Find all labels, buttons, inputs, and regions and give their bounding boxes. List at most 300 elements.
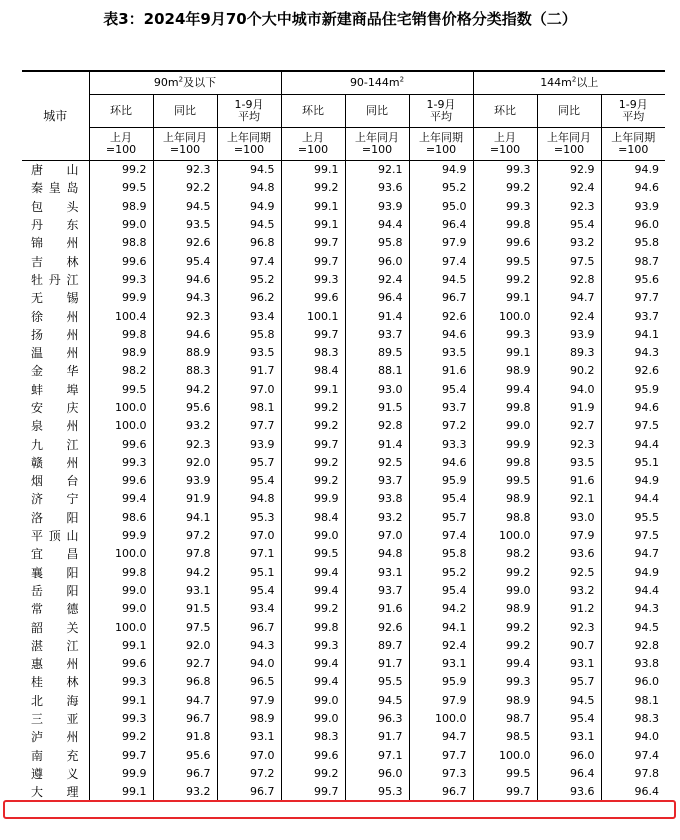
value-cell: 99.8 <box>89 564 153 582</box>
value-cell: 93.7 <box>345 326 409 344</box>
value-cell: 99.8 <box>89 326 153 344</box>
value-cell: 97.8 <box>153 545 217 563</box>
value-cell: 97.8 <box>601 765 665 783</box>
value-cell: 97.5 <box>537 252 601 270</box>
table-row <box>22 417 665 435</box>
table-row <box>22 198 665 216</box>
value-cell: 94.2 <box>153 381 217 399</box>
value-cell: 94.7 <box>537 289 601 307</box>
value-cell: 99.0 <box>473 582 537 600</box>
table-row <box>22 179 665 197</box>
value-cell: 99.6 <box>89 435 153 453</box>
value-cell: 91.5 <box>345 399 409 417</box>
value-cell: 94.5 <box>217 161 281 180</box>
value-cell: 94.5 <box>409 271 473 289</box>
value-cell: 95.4 <box>537 216 601 234</box>
value-cell: 96.8 <box>153 673 217 691</box>
value-cell: 98.9 <box>473 490 537 508</box>
value-cell: 96.0 <box>601 673 665 691</box>
value-cell: 97.0 <box>345 527 409 545</box>
city-cell: 徐州 <box>31 309 79 324</box>
value-cell: 100.1 <box>281 307 345 325</box>
value-cell: 92.8 <box>537 271 601 289</box>
value-cell: 92.4 <box>537 307 601 325</box>
value-cell: 99.8 <box>473 216 537 234</box>
value-cell: 93.1 <box>537 655 601 673</box>
city-cell: 遵义 <box>31 766 79 781</box>
value-cell: 95.2 <box>409 179 473 197</box>
value-cell: 93.5 <box>409 344 473 362</box>
value-cell: 93.1 <box>345 564 409 582</box>
value-cell: 99.0 <box>89 600 153 618</box>
value-cell: 99.9 <box>89 289 153 307</box>
value-cell: 98.9 <box>473 600 537 618</box>
value-cell: 96.4 <box>409 216 473 234</box>
base-cell: 上年同期 =100 <box>601 128 665 161</box>
value-cell: 92.0 <box>153 454 217 472</box>
value-cell: 95.5 <box>601 509 665 527</box>
value-cell: 94.3 <box>153 289 217 307</box>
value-cell: 91.4 <box>345 435 409 453</box>
value-cell: 99.4 <box>89 490 153 508</box>
value-cell: 93.9 <box>153 472 217 490</box>
value-cell: 88.3 <box>153 362 217 380</box>
value-cell: 99.2 <box>281 600 345 618</box>
city-cell: 金华 <box>31 364 79 379</box>
value-cell: 99.3 <box>89 454 153 472</box>
value-cell: 97.0 <box>217 527 281 545</box>
value-cell: 96.4 <box>345 289 409 307</box>
value-cell: 99.3 <box>89 673 153 691</box>
value-cell: 98.3 <box>281 728 345 746</box>
value-cell: 94.7 <box>153 692 217 710</box>
value-cell: 94.5 <box>345 692 409 710</box>
value-cell: 94.8 <box>217 490 281 508</box>
value-cell: 98.7 <box>473 710 537 728</box>
city-cell: 岳阳 <box>31 583 79 598</box>
value-cell: 88.9 <box>153 344 217 362</box>
value-cell: 99.6 <box>89 655 153 673</box>
table-row <box>22 289 665 307</box>
table-row <box>22 728 665 746</box>
value-cell: 96.7 <box>217 783 281 802</box>
value-cell: 97.4 <box>217 252 281 270</box>
value-cell: 94.4 <box>345 216 409 234</box>
city-cell: 泉州 <box>31 419 79 434</box>
city-cell: 包头 <box>31 199 79 214</box>
value-cell: 99.2 <box>281 472 345 490</box>
value-cell: 94.0 <box>601 728 665 746</box>
value-cell: 91.7 <box>345 728 409 746</box>
value-cell: 92.3 <box>153 161 217 180</box>
city-cell: 平顶山 <box>31 529 79 544</box>
value-cell: 94.6 <box>409 326 473 344</box>
value-cell: 99.5 <box>473 252 537 270</box>
value-cell: 96.0 <box>345 252 409 270</box>
value-cell: 97.9 <box>537 527 601 545</box>
value-cell: 99.0 <box>281 692 345 710</box>
value-cell: 97.4 <box>601 747 665 765</box>
city-cell: 吉林 <box>31 254 79 269</box>
value-cell: 95.3 <box>345 783 409 802</box>
value-cell: 94.1 <box>409 618 473 636</box>
value-cell: 95.3 <box>217 509 281 527</box>
value-cell: 92.4 <box>409 637 473 655</box>
value-cell: 93.0 <box>345 381 409 399</box>
table-row <box>22 490 665 508</box>
value-cell: 93.2 <box>537 234 601 252</box>
value-cell: 91.4 <box>345 307 409 325</box>
value-cell: 93.0 <box>537 509 601 527</box>
base-cell: 上年同月 =100 <box>345 128 409 161</box>
value-cell: 94.7 <box>409 728 473 746</box>
value-cell: 96.7 <box>153 765 217 783</box>
base-cell: 上月 =100 <box>281 128 345 161</box>
base-row <box>22 128 665 161</box>
value-cell: 99.1 <box>281 161 345 180</box>
value-cell: 94.1 <box>601 326 665 344</box>
value-cell: 95.8 <box>601 234 665 252</box>
value-cell: 97.5 <box>601 527 665 545</box>
value-cell: 98.7 <box>601 252 665 270</box>
value-cell: 92.6 <box>345 618 409 636</box>
value-cell: 90.7 <box>537 637 601 655</box>
value-cell: 92.0 <box>153 637 217 655</box>
group-header: $144m^2$以上 <box>473 71 665 95</box>
city-cell: 无锡 <box>31 291 79 306</box>
value-cell: 92.2 <box>153 179 217 197</box>
value-cell: 94.6 <box>153 326 217 344</box>
value-cell: 99.4 <box>281 673 345 691</box>
value-cell: 99.5 <box>89 179 153 197</box>
value-cell: 89.5 <box>345 344 409 362</box>
city-cell: 韶关 <box>31 620 79 635</box>
value-cell: 95.4 <box>409 490 473 508</box>
value-cell: 92.4 <box>345 271 409 289</box>
value-cell: 92.3 <box>537 435 601 453</box>
value-cell: 95.8 <box>345 234 409 252</box>
value-cell: 99.7 <box>281 252 345 270</box>
value-cell: 94.5 <box>153 198 217 216</box>
value-cell: 99.1 <box>281 381 345 399</box>
city-cell: 洛阳 <box>31 510 79 525</box>
value-cell: 88.1 <box>345 362 409 380</box>
value-cell: 93.2 <box>153 783 217 802</box>
table-row <box>22 637 665 655</box>
value-cell: 100.0 <box>473 747 537 765</box>
value-cell: 93.9 <box>537 326 601 344</box>
value-cell: 90.2 <box>537 362 601 380</box>
value-cell: 95.6 <box>153 399 217 417</box>
value-cell: 97.9 <box>409 234 473 252</box>
table-row <box>22 399 665 417</box>
value-cell: 99.1 <box>281 216 345 234</box>
value-cell: 99.1 <box>89 637 153 655</box>
subheader-cell: 同比 <box>345 95 409 128</box>
value-cell: 99.2 <box>281 417 345 435</box>
value-cell: 93.1 <box>409 655 473 673</box>
table-row <box>22 545 665 563</box>
city-cell: 唐山 <box>31 163 79 178</box>
table-row <box>22 381 665 399</box>
value-cell: 93.8 <box>601 655 665 673</box>
value-cell: 95.4 <box>409 582 473 600</box>
table-row <box>22 326 665 344</box>
value-cell: 94.9 <box>409 161 473 180</box>
value-cell: 92.9 <box>537 161 601 180</box>
value-cell: 94.4 <box>601 490 665 508</box>
value-cell: 92.3 <box>537 198 601 216</box>
value-cell: 100.0 <box>89 545 153 563</box>
value-cell: 99.2 <box>281 179 345 197</box>
value-cell: 93.8 <box>345 490 409 508</box>
value-cell: 98.9 <box>217 710 281 728</box>
value-cell: 94.1 <box>153 509 217 527</box>
value-cell: 99.6 <box>281 289 345 307</box>
value-cell: 92.6 <box>409 307 473 325</box>
table-row <box>22 252 665 270</box>
value-cell: 97.4 <box>409 527 473 545</box>
value-cell: 92.1 <box>345 161 409 180</box>
subheader-row <box>22 95 665 128</box>
value-cell: 93.7 <box>409 399 473 417</box>
value-cell: 91.6 <box>409 362 473 380</box>
value-cell: 99.9 <box>89 765 153 783</box>
value-cell: 99.3 <box>89 710 153 728</box>
value-cell: 96.7 <box>409 289 473 307</box>
value-cell: 94.0 <box>217 655 281 673</box>
value-cell: 98.9 <box>89 198 153 216</box>
value-cell: 99.8 <box>281 618 345 636</box>
value-cell: 99.2 <box>89 161 153 180</box>
subheader-cell: 同比 <box>537 95 601 128</box>
value-cell: 99.7 <box>281 435 345 453</box>
value-cell: 93.6 <box>345 179 409 197</box>
table-row <box>22 344 665 362</box>
city-cell: 温州 <box>31 346 79 361</box>
value-cell: 95.2 <box>409 564 473 582</box>
value-cell: 93.5 <box>217 344 281 362</box>
value-cell: 99.0 <box>281 710 345 728</box>
base-cell: 上月 =100 <box>473 128 537 161</box>
value-cell: 100.0 <box>473 527 537 545</box>
value-cell: 96.0 <box>537 747 601 765</box>
value-cell: 99.2 <box>473 618 537 636</box>
base-cell: 上年同期 =100 <box>217 128 281 161</box>
city-column-header: 城市 <box>22 71 89 161</box>
value-cell: 99.0 <box>281 527 345 545</box>
value-cell: 92.7 <box>153 655 217 673</box>
table-row <box>22 454 665 472</box>
value-cell: 97.5 <box>153 618 217 636</box>
value-cell: 94.8 <box>217 179 281 197</box>
city-cell: 丹东 <box>31 218 79 233</box>
table-body <box>22 161 665 802</box>
value-cell: 95.7 <box>217 454 281 472</box>
value-cell: 98.9 <box>473 362 537 380</box>
value-cell: 92.6 <box>153 234 217 252</box>
value-cell: 99.5 <box>281 545 345 563</box>
value-cell: 98.9 <box>473 692 537 710</box>
value-cell: 94.5 <box>601 618 665 636</box>
value-cell: 95.9 <box>409 673 473 691</box>
city-cell: 三亚 <box>31 712 79 727</box>
value-cell: 99.8 <box>473 454 537 472</box>
value-cell: 97.7 <box>601 289 665 307</box>
value-cell: 95.4 <box>217 582 281 600</box>
value-cell: 97.2 <box>409 417 473 435</box>
value-cell: 97.1 <box>345 747 409 765</box>
value-cell: 94.4 <box>601 582 665 600</box>
value-cell: 99.6 <box>89 472 153 490</box>
value-cell: 95.1 <box>601 454 665 472</box>
city-cell: 泸州 <box>31 730 79 745</box>
value-cell: 93.7 <box>345 582 409 600</box>
value-cell: 94.9 <box>601 161 665 180</box>
value-cell: 99.4 <box>281 564 345 582</box>
value-cell: 99.2 <box>281 765 345 783</box>
value-cell: 91.7 <box>345 655 409 673</box>
value-cell: 93.1 <box>217 728 281 746</box>
value-cell: 95.4 <box>409 381 473 399</box>
value-cell: 95.2 <box>217 271 281 289</box>
value-cell: 98.8 <box>473 509 537 527</box>
value-cell: 99.7 <box>473 783 537 802</box>
value-cell: 93.9 <box>345 198 409 216</box>
value-cell: 95.6 <box>601 271 665 289</box>
value-cell: 96.0 <box>345 765 409 783</box>
value-cell: 91.2 <box>537 600 601 618</box>
table-row <box>22 692 665 710</box>
value-cell: 89.7 <box>345 637 409 655</box>
city-cell: 湛江 <box>31 638 79 653</box>
table-header <box>22 71 665 161</box>
value-cell: 92.3 <box>153 435 217 453</box>
value-cell: 99.4 <box>281 582 345 600</box>
value-cell: 99.4 <box>473 381 537 399</box>
value-cell: 97.2 <box>217 765 281 783</box>
value-cell: 99.1 <box>89 783 153 802</box>
value-cell: 95.9 <box>409 472 473 490</box>
value-cell: 95.7 <box>537 673 601 691</box>
value-cell: 91.9 <box>153 490 217 508</box>
value-cell: 93.6 <box>537 545 601 563</box>
value-cell: 94.9 <box>601 472 665 490</box>
value-cell: 94.9 <box>601 564 665 582</box>
subheader-cell: 环比 <box>473 95 537 128</box>
value-cell: 95.5 <box>345 673 409 691</box>
city-cell: 惠州 <box>31 657 79 672</box>
base-cell: 上月 =100 <box>89 128 153 161</box>
city-cell: 桂林 <box>31 675 79 690</box>
value-cell: 94.3 <box>217 637 281 655</box>
value-cell: 94.6 <box>601 399 665 417</box>
value-cell: 94.3 <box>601 600 665 618</box>
value-cell: 97.1 <box>217 545 281 563</box>
value-cell: 96.7 <box>409 783 473 802</box>
value-cell: 99.1 <box>473 344 537 362</box>
value-cell: 96.4 <box>601 783 665 802</box>
table-row <box>22 435 665 453</box>
table-row <box>22 655 665 673</box>
value-cell: 93.5 <box>153 216 217 234</box>
value-cell: 94.6 <box>409 454 473 472</box>
value-cell: 92.5 <box>537 564 601 582</box>
value-cell: 94.5 <box>537 692 601 710</box>
value-cell: 98.4 <box>281 362 345 380</box>
value-cell: 92.8 <box>345 417 409 435</box>
value-cell: 95.4 <box>217 472 281 490</box>
value-cell: 94.8 <box>345 545 409 563</box>
value-cell: 99.3 <box>281 271 345 289</box>
value-cell: 99.1 <box>281 198 345 216</box>
value-cell: 99.5 <box>89 381 153 399</box>
value-cell: 93.2 <box>345 509 409 527</box>
city-cell: 秦皇岛 <box>31 181 79 196</box>
value-cell: 99.2 <box>473 179 537 197</box>
table-row <box>22 582 665 600</box>
value-cell: 96.8 <box>217 234 281 252</box>
subheader-cell: 同比 <box>153 95 217 128</box>
city-cell: 锦州 <box>31 236 79 251</box>
value-cell: 99.3 <box>89 271 153 289</box>
value-cell: 93.3 <box>409 435 473 453</box>
group-header: $90-144m^2$ <box>281 71 473 95</box>
value-cell: 99.4 <box>281 655 345 673</box>
value-cell: 98.2 <box>89 362 153 380</box>
city-cell: 扬州 <box>31 327 79 342</box>
value-cell: 95.9 <box>601 381 665 399</box>
table-row <box>22 765 665 783</box>
price-index-table <box>22 70 665 802</box>
subheader-cell: 1-9月 平均 <box>409 95 473 128</box>
value-cell: 99.0 <box>89 216 153 234</box>
value-cell: 92.3 <box>153 307 217 325</box>
city-cell: 襄阳 <box>31 565 79 580</box>
value-cell: 99.2 <box>473 637 537 655</box>
value-cell: 98.8 <box>89 234 153 252</box>
city-cell: 常德 <box>31 602 79 617</box>
subheader-cell: 1-9月 平均 <box>601 95 665 128</box>
subheader-cell: 1-9月 平均 <box>217 95 281 128</box>
value-cell: 92.7 <box>537 417 601 435</box>
value-cell: 91.6 <box>345 600 409 618</box>
value-cell: 95.8 <box>217 326 281 344</box>
value-cell: 94.6 <box>601 179 665 197</box>
value-cell: 99.6 <box>473 234 537 252</box>
value-cell: 99.7 <box>281 783 345 802</box>
value-cell: 99.3 <box>473 161 537 180</box>
city-cell: 蚌埠 <box>31 382 79 397</box>
table-row <box>22 747 665 765</box>
value-cell: 98.5 <box>473 728 537 746</box>
value-cell: 93.1 <box>153 582 217 600</box>
value-cell: 93.6 <box>537 783 601 802</box>
city-cell: 宜昌 <box>31 547 79 562</box>
value-cell: 92.1 <box>537 490 601 508</box>
value-cell: 93.9 <box>601 198 665 216</box>
value-cell: 95.4 <box>537 710 601 728</box>
value-cell: 95.8 <box>409 545 473 563</box>
value-cell: 99.7 <box>281 234 345 252</box>
value-cell: 94.9 <box>217 198 281 216</box>
value-cell: 99.3 <box>473 198 537 216</box>
table-row <box>22 161 665 180</box>
value-cell: 99.4 <box>473 655 537 673</box>
subheader-cell: 环比 <box>281 95 345 128</box>
table-row <box>22 509 665 527</box>
value-cell: 99.9 <box>473 435 537 453</box>
